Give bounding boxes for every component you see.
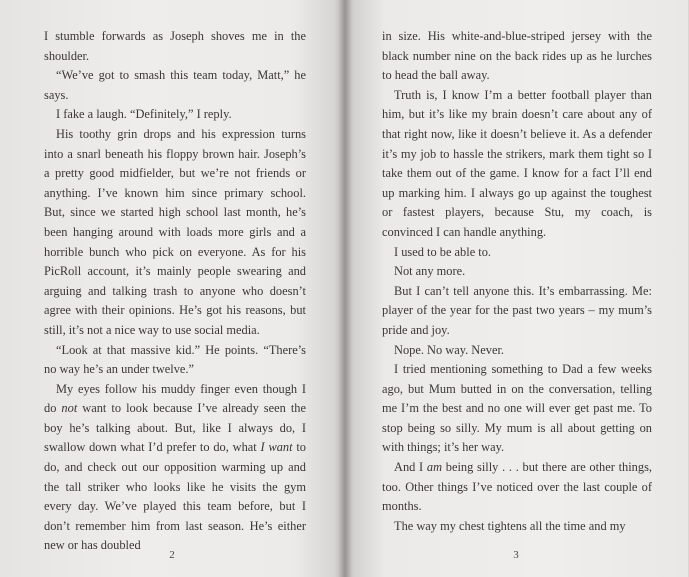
page-number: 3 <box>513 549 519 561</box>
paragraph: And I am being silly . . . but there are other things, too. Other things I’ve noticed over the last couple of months. <box>382 460 652 514</box>
right-page-text <box>382 27 652 536</box>
right-page <box>344 0 688 577</box>
paragraph: But I can’t tell anyone this. It’s embarrassing. Me: player of the year for the past two years – my mum’s pride and joy. <box>382 283 652 337</box>
paragraph: “We’ve got to smash this team today, Matt,” he says. <box>44 68 306 102</box>
paragraph: I fake a laugh. “Definitely,” I reply. <box>56 107 232 122</box>
paragraph: I tried mentioning something to Dad a few weeks ago, but Mum butted in on the conversation, telling me I’m the best and no one will ever get past me. To stop being so silly. My mum is all about getting on with things; it’s her way. <box>382 362 652 455</box>
paragraph: Nope. No way. Never. <box>394 342 504 357</box>
paragraph: in size. His white-and-blue-striped jersey with the black number nine on the back rides up as he lurches to head the ball away. <box>382 29 652 83</box>
paragraph: Not any more. <box>394 264 466 279</box>
left-page <box>0 0 344 577</box>
paragraph: The way my chest tightens all the time and my <box>394 518 626 533</box>
left-page-text <box>44 27 306 556</box>
paragraph: Truth is, I know I’m a better football player than him, but it’s like my brain doesn’t care about any of that right now, like it doesn’t believe it. As a defender it’s my job to hassle the strikers, mark them tight so I take them out of the game. I know for a fact I’ll end up marking him. I always go up against the toughest or fastest players, because Stu, my coach, is convinced I can handle anything. <box>382 87 652 239</box>
paragraph: His toothy grin drops and his expression turns into a snarl beneath his floppy brown hair. Joseph’s a pretty good midfielder, but we’re not friends or anything. I’ve known him since primary school. But, since we started high school last month, he’s been hanging around with loads more girls and a horrible bunch who pick on everyone. As for his PicRoll account, it’s mainly people swearing and arguing and talking trash to anyone who doesn’t agree with their opinions. He’s got his reasons, but still, it’s not a nice way to use social media. <box>44 126 306 337</box>
paragraph: I used to be able to. <box>394 244 492 259</box>
paragraph: “Look at that massive kid.” He points. “There’s no way he’s an under twelve.” <box>44 342 306 377</box>
page-number: 2 <box>169 549 175 561</box>
paragraph: I stumble forwards as Joseph shoves me in the shoulder. <box>44 29 306 63</box>
paragraph: My eyes follow his muddy finger even though I do not want to look because I’ve already seen the boy he’s talking about. But, like I always do, I swallow down what I’d prefer to do, what I want to do, and check out our opposition warming up and the tall striker who looks like he visits the gym every day. We’ve played this team before, but I don’t remember him from last season. He’s either new or has doubled <box>44 381 306 553</box>
